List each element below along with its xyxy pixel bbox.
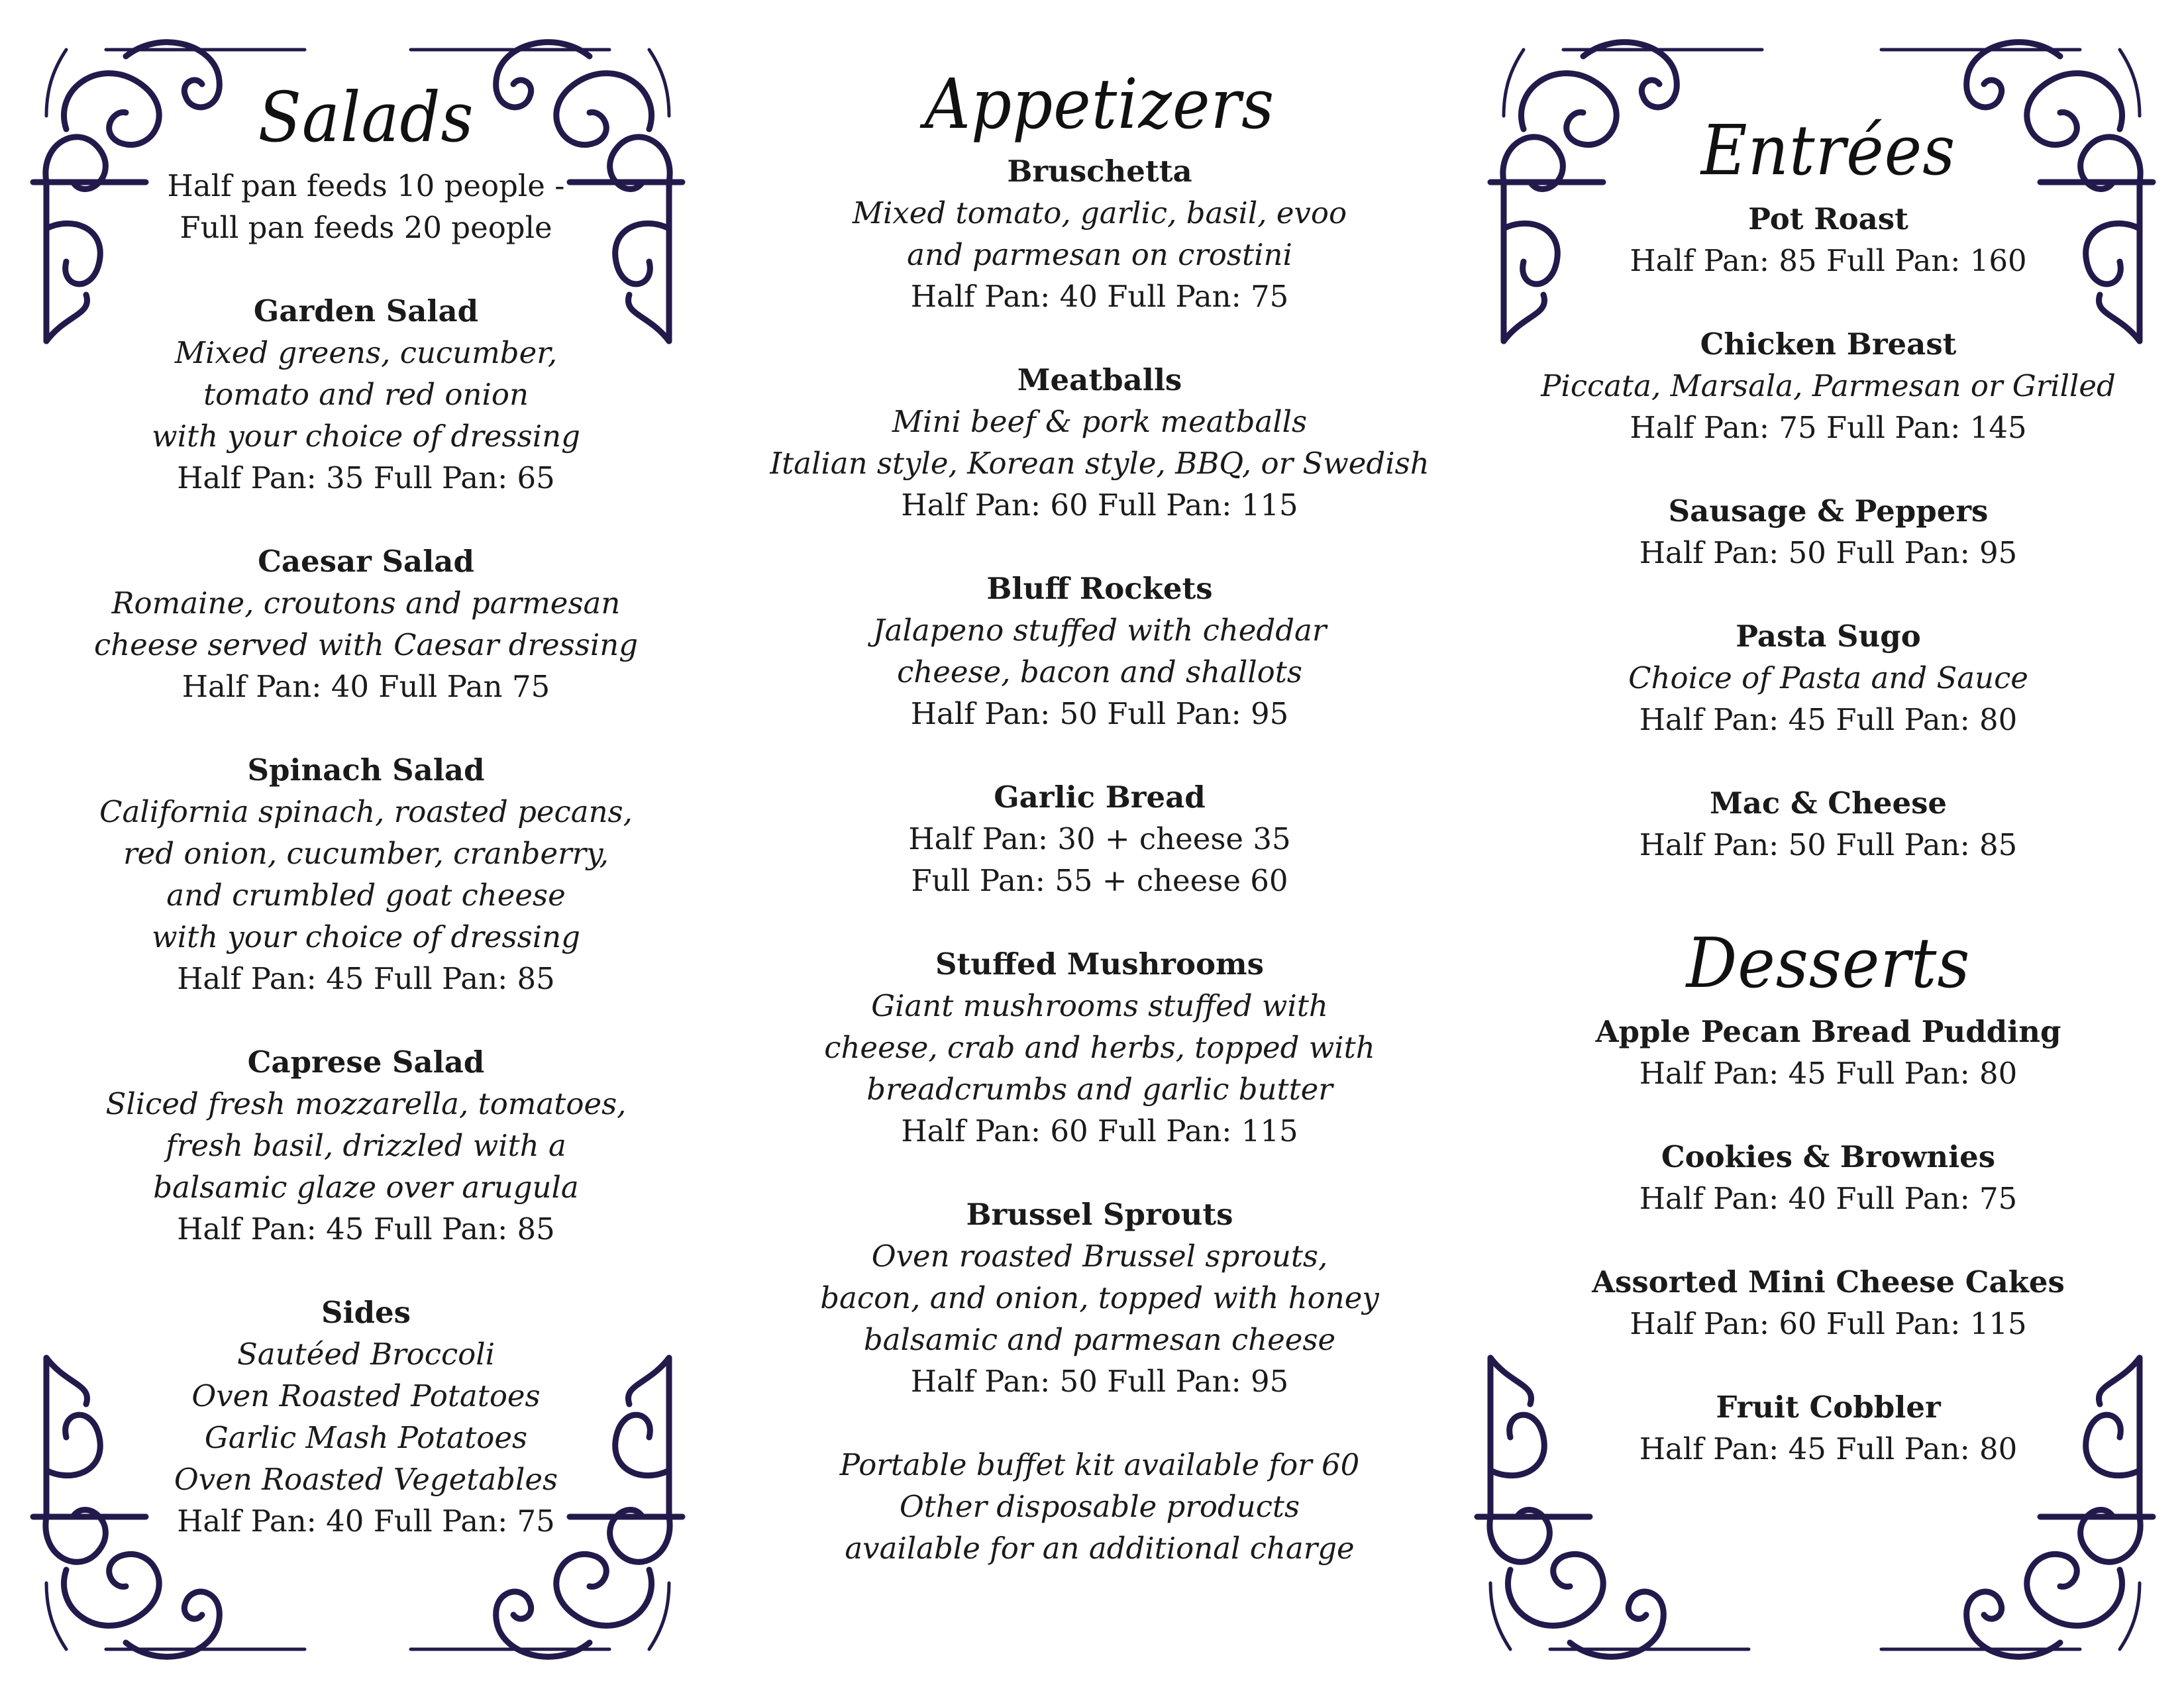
menu-item-apple-pecan-bread-pudding	[1490, 1011, 2166, 1094]
item-price: Half Pan: 45 Full Pan: 80	[1639, 1056, 2018, 1091]
item-price: Half Pan: 75 Full Pan: 145	[1630, 410, 2027, 445]
item-name: Bluff Rockets	[986, 571, 1213, 606]
menu-item-pot-roast	[1490, 198, 2166, 281]
item-price: Half Pan: 45 Full Pan: 80	[1639, 702, 2018, 737]
item-description: Jalapeno stuffed with cheddar cheese, bacon and shallots	[872, 613, 1327, 690]
item-price: Half Pan: 40 Full Pan: 75	[910, 279, 1289, 314]
item-name: Fruit Cobbler	[1716, 1390, 1941, 1425]
item-description: Mixed greens, cucumber, tomato and red onion with your choice of dressing	[152, 335, 580, 454]
item-price: Half Pan: 60 Full Pan: 115	[901, 1113, 1298, 1149]
item-description: Mini beef & pork meatballs Italian style, Korean style, BBQ, or Swedish	[770, 404, 1430, 481]
menu-item-cookies-brownies	[1490, 1136, 2166, 1219]
salads-heading: Salads	[258, 77, 474, 158]
menu-item-mini-cheese-cakes	[1490, 1261, 2166, 1345]
item-name: Bruschetta	[1007, 154, 1192, 189]
item-name: Pot Roast	[1748, 201, 1908, 236]
appetizers-column	[742, 63, 1457, 1569]
item-name: Spinach Salad	[247, 752, 485, 788]
item-name: Pasta Sugo	[1736, 619, 1921, 654]
appetizers-heading: Appetizers	[924, 64, 1275, 144]
item-description: Choice of Pasta and Sauce	[1628, 660, 2028, 695]
item-price: Half Pan: 40 Full Pan 75	[182, 669, 550, 704]
menu-item-bluff-rockets	[742, 568, 1457, 735]
menu-item-caesar-salad	[53, 540, 679, 707]
item-price: Half Pan: 45 Full Pan: 80	[1639, 1431, 2018, 1466]
item-name: Stuffed Mushrooms	[935, 946, 1264, 982]
menu-item-pasta-sugo	[1490, 615, 2166, 741]
menu-item-stuffed-mushrooms	[742, 943, 1457, 1152]
item-name: Cookies & Brownies	[1661, 1139, 1996, 1174]
item-name: Assorted Mini Cheese Cakes	[1592, 1264, 2065, 1300]
item-description: Mixed tomato, garlic, basil, evoo and parmesan on crostini	[852, 195, 1347, 272]
item-price: Half Pan: 85 Full Pan: 160	[1630, 243, 2027, 278]
menu-item-sides	[53, 1292, 679, 1542]
menu-item-meatballs	[742, 359, 1457, 526]
item-price: Half Pan: 50 Full Pan: 85	[1639, 827, 2018, 862]
item-name: Sausage & Peppers	[1668, 493, 1989, 529]
menu-item-mac-cheese	[1490, 782, 2166, 866]
item-description: Oven roasted Brussel sprouts, bacon, and onion, topped with honey balsamic and parmesan cheese	[820, 1239, 1379, 1357]
serving-note: Half pan feeds 10 people - Full pan feeds 20 people	[167, 168, 565, 245]
entrees-column	[1490, 103, 2166, 1511]
menu-item-garden-salad	[53, 290, 679, 499]
item-description: Sautéed Broccoli Oven Roasted Potatoes Garlic Mash Potatoes Oven Roasted Vegetables	[174, 1337, 558, 1497]
desserts-heading: Desserts	[1686, 923, 1971, 1003]
menu-item-spinach-salad	[53, 749, 679, 999]
item-price: Half Pan: 45 Full Pan: 85	[177, 961, 555, 996]
item-name: Chicken Breast	[1700, 327, 1957, 362]
item-price: Half Pan: 50 Full Pan: 95	[910, 696, 1289, 731]
item-price: Half Pan: 50 Full Pan: 95	[910, 1364, 1289, 1399]
item-name: Meatballs	[1017, 362, 1182, 397]
item-name: Mac & Cheese	[1709, 786, 1948, 821]
item-name: Sides	[321, 1295, 411, 1330]
item-description: Sliced fresh mozzarella, tomatoes, fresh basil, drizzled with a balsamic glaze over arugula	[105, 1086, 627, 1205]
item-price: Half Pan: 50 Full Pan: 95	[1639, 535, 2018, 570]
salads-column	[53, 63, 679, 1584]
item-name: Garlic Bread	[994, 780, 1206, 815]
item-price: Half Pan: 60 Full Pan: 115	[1630, 1306, 2027, 1341]
item-description: Romaine, croutons and parmesan cheese served with Caesar dressing	[93, 586, 639, 662]
menu-item-fruit-cobbler	[1490, 1386, 2166, 1470]
item-price: Half Pan: 40 Full Pan: 75	[177, 1504, 555, 1539]
item-price: Half Pan: 30 + cheese 35 Full Pan: 55 + cheese 60	[908, 821, 1291, 898]
buffet-kit-note: Portable buffet kit available for 60 Other disposable products available for an additional charge	[839, 1447, 1360, 1566]
item-price: Half Pan: 60 Full Pan: 115	[901, 487, 1298, 523]
item-name: Brussel Sprouts	[966, 1197, 1233, 1232]
menu-item-sausage-peppers	[1490, 490, 2166, 574]
item-price: Half Pan: 40 Full Pan: 75	[1639, 1181, 2018, 1216]
menu-item-bruschetta	[742, 150, 1457, 317]
item-description: Piccata, Marsala, Parmesan or Grilled	[1541, 368, 2116, 403]
item-name: Apple Pecan Bread Pudding	[1595, 1014, 2061, 1049]
item-name: Garden Salad	[253, 293, 479, 329]
item-price: Half Pan: 35 Full Pan: 65	[177, 460, 555, 495]
menu-item-chicken-breast	[1490, 323, 2166, 448]
entrees-heading: Entrées	[1700, 110, 1956, 191]
item-name: Caprese Salad	[247, 1045, 485, 1080]
menu-item-brussel-sprouts	[742, 1194, 1457, 1402]
item-name: Caesar Salad	[258, 544, 474, 579]
menu-item-garlic-bread	[742, 776, 1457, 901]
item-description: Giant mushrooms stuffed with cheese, crab and herbs, topped with breadcrumbs and garlic butter	[824, 988, 1375, 1107]
menu-item-caprese-salad	[53, 1041, 679, 1250]
item-price: Half Pan: 45 Full Pan: 85	[177, 1211, 555, 1247]
item-description: California spinach, roasted pecans, red onion, cucumber, cranberry, and crumbled goat cheese with your choice of dressing	[99, 794, 633, 954]
